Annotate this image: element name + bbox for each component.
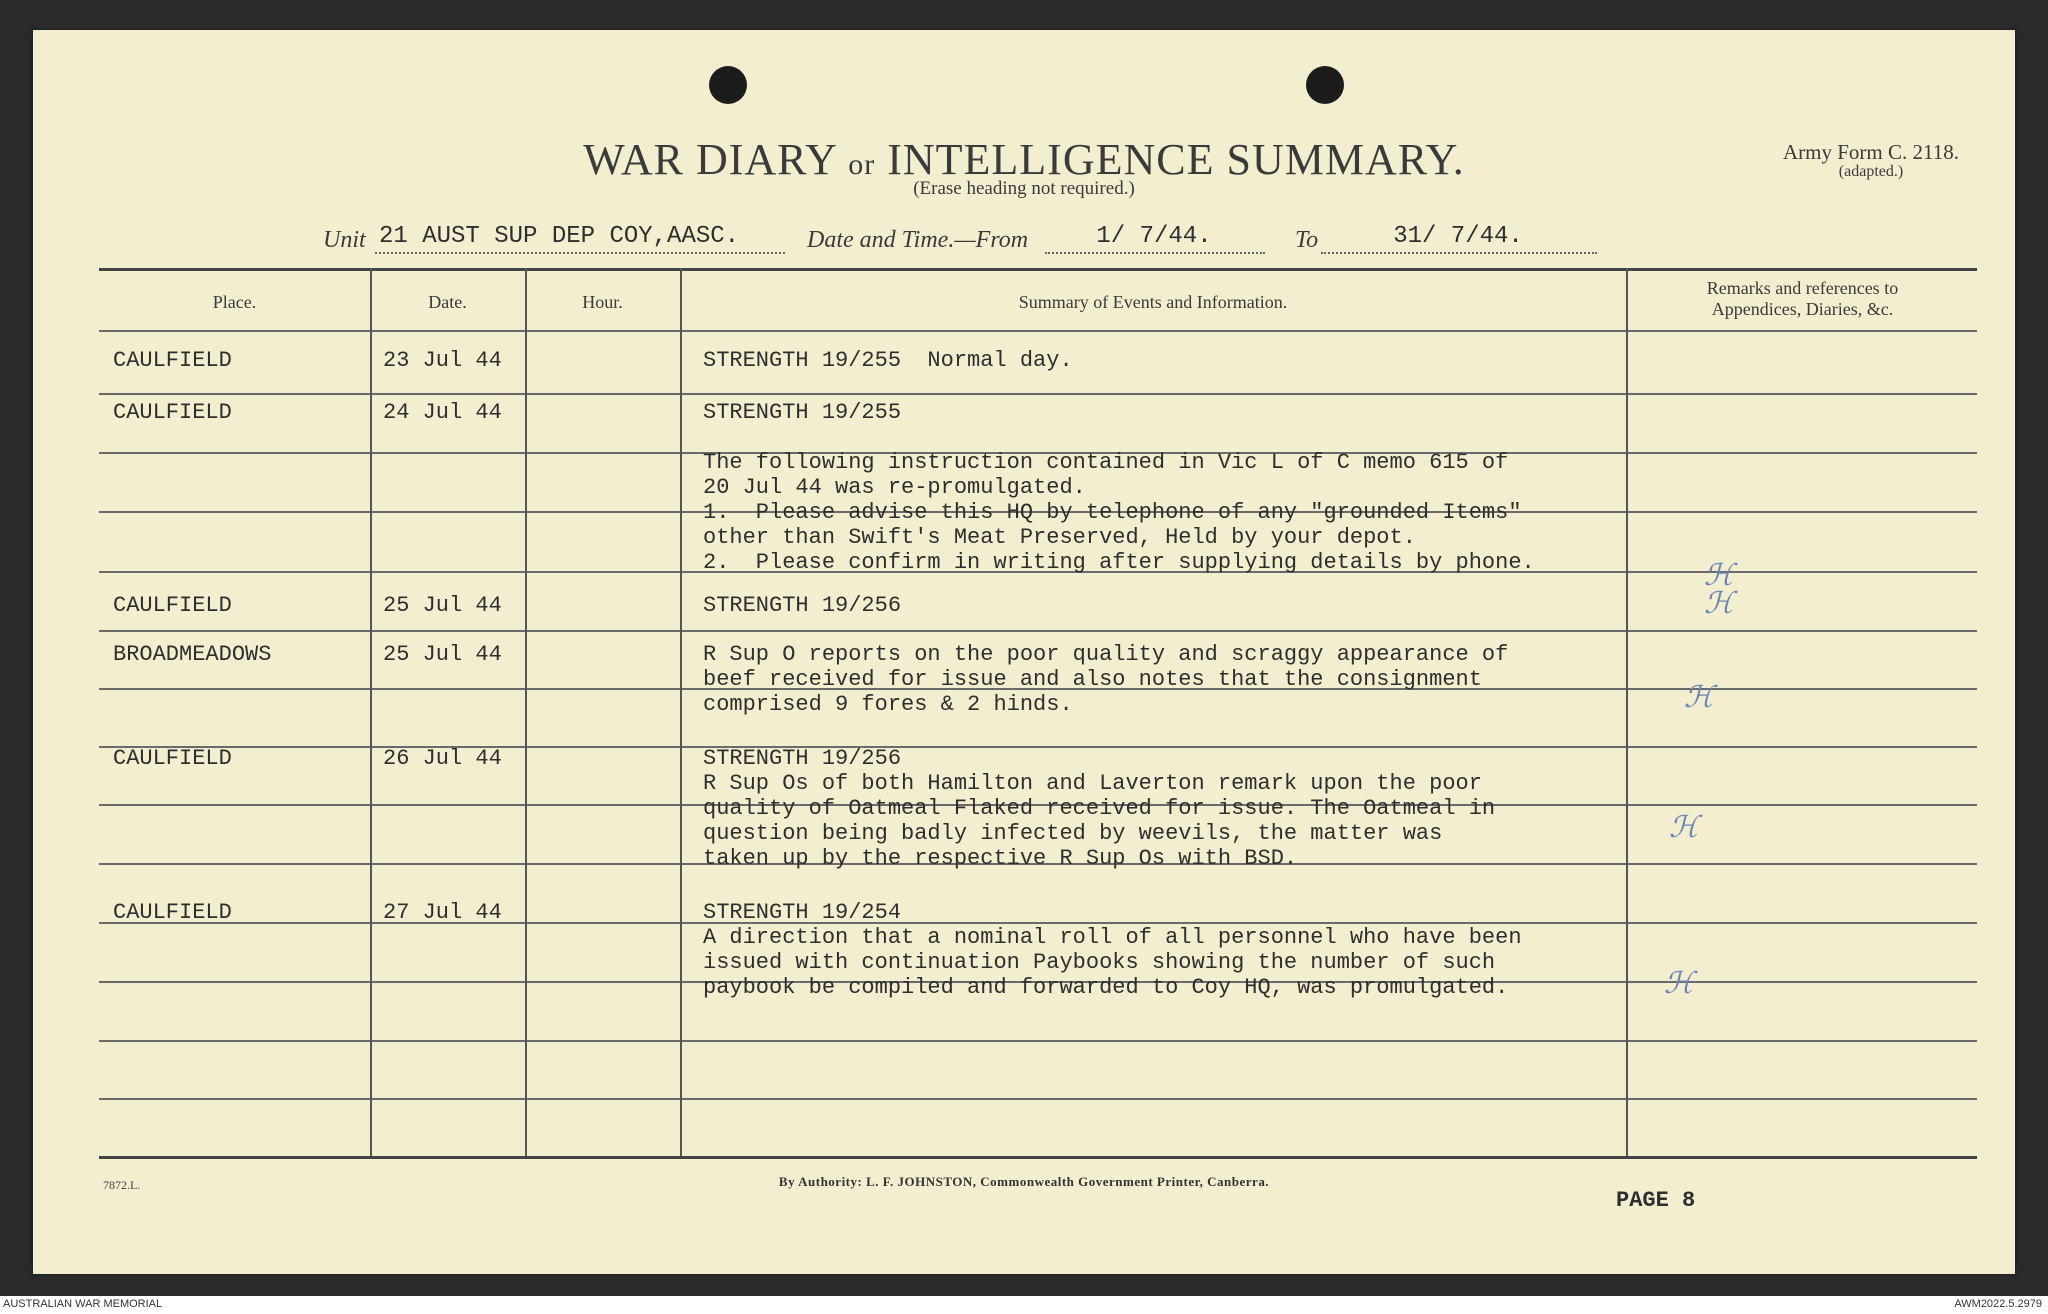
entry-place: CAULFIELD xyxy=(113,900,232,925)
date-to-label: To xyxy=(1295,227,1319,253)
entry-date: 25 Jul 44 xyxy=(383,593,502,618)
page-number: PAGE 8 xyxy=(1616,1188,1696,1213)
initials-mark: ℋ xyxy=(1704,586,1734,621)
form-adapted: (adapted.) xyxy=(1838,163,1904,180)
entry-date: 24 Jul 44 xyxy=(383,400,502,425)
unit-label: Unit xyxy=(323,227,366,253)
date-from-label: Date and Time.—From xyxy=(807,227,1029,253)
entry-summary: STRENGTH 19/255 The following instruction contained in Vic L of C memo 615 of 20 Jul 44 was re-promulgated. 1. Please advise this HQ by telephone of any "grounded Items" other than Swift's Meat Preserved, Held by your depot. 2. Please confirm in writing after supplying details by phone. xyxy=(703,400,1535,575)
army-form-number xyxy=(1783,142,1959,182)
entry-place: CAULFIELD xyxy=(113,400,232,425)
unit-value: 21 AUST SUP DEP COY,AASC. xyxy=(375,223,785,254)
punch-hole xyxy=(1306,66,1344,104)
archive-name: AUSTRALIAN WAR MEMORIAL xyxy=(3,1298,163,1310)
date-from-value: 1/ 7/44. xyxy=(1045,223,1265,254)
entry-summary: STRENGTH 19/256 R Sup Os of both Hamilton and Laverton remark upon the poor quality of Oatmeal Flaked received for issue. The Oatmeal in question being badly infected by weevils, the matter was taken up by the respective R Sup Os with BSD. xyxy=(703,746,1496,871)
archive-strip xyxy=(0,1296,2048,1314)
date-to-value: 31/ 7/44. xyxy=(1321,223,1597,254)
form-number: Army Form C. 2118. xyxy=(1783,140,1959,164)
archive-reference: AWM2022.5.2979 xyxy=(1954,1298,2042,1310)
initials-mark: ℋ xyxy=(1664,966,1694,1001)
entry-place: CAULFIELD xyxy=(113,348,232,373)
column-header-date: Date. xyxy=(428,292,467,312)
column-header-remarks: Remarks and references to Appendices, Diaries, &c. xyxy=(1706,278,1899,319)
entry-place: CAULFIELD xyxy=(113,746,232,771)
entry-date: 27 Jul 44 xyxy=(383,900,502,925)
entry-date: 23 Jul 44 xyxy=(383,348,502,373)
initials-mark: ℋ xyxy=(1669,810,1699,845)
entry-place: CAULFIELD xyxy=(113,593,232,618)
column-header-hour: Hour. xyxy=(582,292,623,312)
initials-mark: ℋ xyxy=(1684,680,1714,715)
title-war-diary: WAR DIARY xyxy=(583,135,837,184)
punch-hole xyxy=(709,66,747,104)
entry-summary: STRENGTH 19/254 A direction that a nominal roll of all personnel who have been issued with continuation Paybooks showing the number of such paybook be compiled and forwarded to Coy HQ, was promulgated. xyxy=(703,900,1522,1000)
title-intelligence-summary: INTELLIGENCE SUMMARY. xyxy=(887,135,1465,184)
entry-summary: R Sup O reports on the poor quality and scraggy appearance of beef received for issue and also notes that the consignment comprised 9 fores & 2 hinds. xyxy=(703,642,1509,717)
printer-authority: By Authority: L. F. JOHNSTON, Commonwealth Government Printer, Canberra. xyxy=(778,1174,1270,1189)
form-subtitle: (Erase heading not required.) xyxy=(913,178,1135,199)
diary-sheet xyxy=(33,30,2015,1274)
column-header-summary: Summary of Events and Information. xyxy=(1018,292,1288,312)
entry-place: BROADMEADOWS xyxy=(113,642,272,667)
entry-date: 25 Jul 44 xyxy=(383,642,502,667)
entry-date: 26 Jul 44 xyxy=(383,746,502,771)
form-code: 7872.L. xyxy=(103,1178,141,1192)
initials-mark: ℋ xyxy=(1704,558,1734,593)
title-or: or xyxy=(848,148,876,181)
entry-summary: STRENGTH 19/256 xyxy=(703,593,902,618)
diary-table xyxy=(99,268,1977,1166)
entry-summary: STRENGTH 19/255 Normal day. xyxy=(703,348,1073,373)
column-header-place: Place. xyxy=(212,292,257,312)
